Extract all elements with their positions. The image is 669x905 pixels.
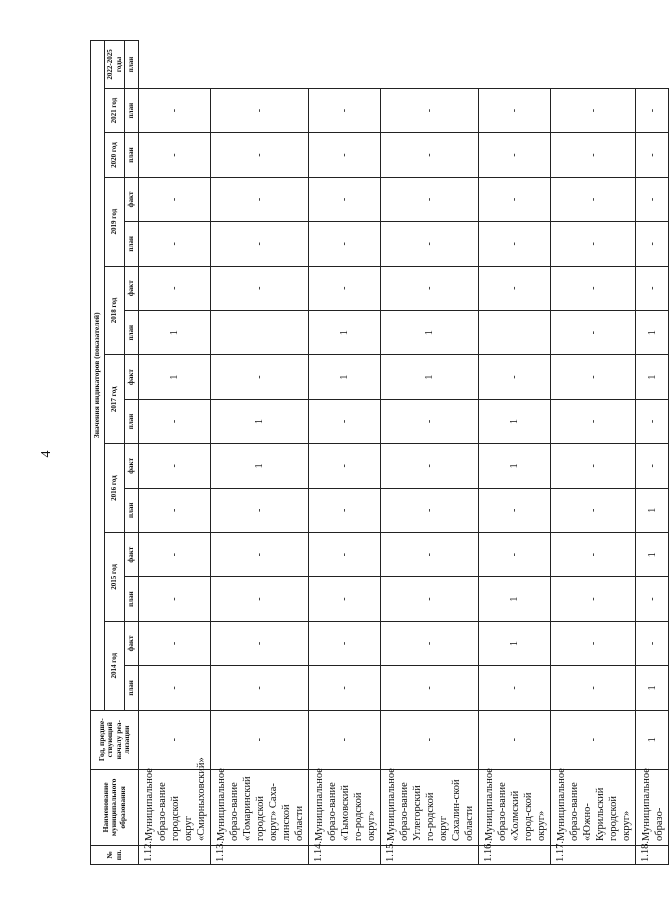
row-number: 1.14. xyxy=(309,845,381,864)
value-cell: - xyxy=(551,444,636,488)
value-cell: 1 xyxy=(309,310,381,354)
row-number: 1.16. xyxy=(479,845,551,864)
indicators-table xyxy=(90,40,669,865)
value-cell: - xyxy=(211,355,309,399)
row-number: 1.18. xyxy=(636,845,669,864)
value-cell: - xyxy=(139,488,211,532)
value-cell: - xyxy=(211,488,309,532)
header-year: 2019 год xyxy=(105,177,125,266)
header-fact: факт xyxy=(125,266,139,310)
value-cell: - xyxy=(551,399,636,443)
header-year: 2016 год xyxy=(105,444,125,533)
value-cell: - xyxy=(139,222,211,266)
value-cell: - xyxy=(309,399,381,443)
value-cell: - xyxy=(381,177,479,221)
value-cell: - xyxy=(479,488,551,532)
value-cell: 1 xyxy=(636,710,669,769)
value-cell: 1 xyxy=(479,621,551,665)
value-cell: 1 xyxy=(381,310,479,354)
row-number: 1.13. xyxy=(211,845,309,864)
value-cell: - xyxy=(381,710,479,769)
value-cell: - xyxy=(551,222,636,266)
value-cell: - xyxy=(381,399,479,443)
header-plan: план xyxy=(125,88,139,132)
value-cell: - xyxy=(309,532,381,576)
value-cell: 1 xyxy=(636,355,669,399)
header-year: 2014 год xyxy=(105,621,125,710)
header-year: 2015 год xyxy=(105,532,125,621)
header-year: 2021 год xyxy=(105,88,125,132)
value-cell: - xyxy=(381,488,479,532)
value-cell: 1 xyxy=(139,310,211,354)
header-num: № пп. xyxy=(91,845,139,864)
header-plan: план xyxy=(125,666,139,710)
value-cell: - xyxy=(381,621,479,665)
value-cell: - xyxy=(139,177,211,221)
value-cell: - xyxy=(381,666,479,710)
row-number: 1.17. xyxy=(551,845,636,864)
header-fact: факт xyxy=(125,532,139,576)
value-cell: - xyxy=(211,666,309,710)
table-row xyxy=(381,41,479,865)
value-cell: - xyxy=(479,355,551,399)
value-cell: - xyxy=(636,177,669,221)
value-cell: - xyxy=(309,666,381,710)
value-cell: - xyxy=(381,577,479,621)
municipality-name: Муниципальное образо-вание «Тымовский го-родской округ» xyxy=(309,769,381,845)
header-plan: план xyxy=(125,488,139,532)
header-fact: факт xyxy=(125,177,139,221)
header-year: 2017 год xyxy=(105,355,125,444)
value-cell: - xyxy=(139,399,211,443)
value-cell: 1 xyxy=(636,666,669,710)
value-cell: 1 xyxy=(636,310,669,354)
value-cell: - xyxy=(636,444,669,488)
value-cell: - xyxy=(636,222,669,266)
value-cell: 1 xyxy=(139,355,211,399)
header-plan: план xyxy=(125,577,139,621)
value-cell: - xyxy=(551,488,636,532)
value-cell: - xyxy=(139,532,211,576)
value-cell: - xyxy=(139,710,211,769)
value-cell: - xyxy=(139,621,211,665)
header-name: Наименование муниципального образования xyxy=(91,769,139,845)
value-cell: - xyxy=(551,666,636,710)
value-cell: - xyxy=(636,266,669,310)
municipality-name: Муниципальное образо-вание «Холмский город-ской округ» xyxy=(479,769,551,845)
row-number: 1.12. xyxy=(139,845,211,864)
table-row xyxy=(551,41,636,865)
value-cell: - xyxy=(551,133,636,177)
municipality-name: Муниципальное образо-вание «Южно-Курильский городской округ» xyxy=(551,769,636,845)
header-fact: факт xyxy=(125,621,139,665)
value-cell: - xyxy=(636,621,669,665)
value-cell: 1 xyxy=(479,399,551,443)
header-plan: план xyxy=(125,41,139,89)
value-cell: - xyxy=(551,88,636,132)
value-cell: - xyxy=(211,266,309,310)
table-row xyxy=(309,41,381,865)
value-cell: - xyxy=(551,532,636,576)
table-row xyxy=(211,41,309,865)
value-cell: - xyxy=(636,577,669,621)
value-cell: - xyxy=(551,621,636,665)
value-cell: - xyxy=(309,444,381,488)
value-cell: 1 xyxy=(479,444,551,488)
value-cell: 1 xyxy=(636,532,669,576)
table-row xyxy=(479,41,551,865)
value-cell: - xyxy=(309,133,381,177)
header-prev-year: Год, предше-ствующий началу реа-лизации xyxy=(91,710,139,769)
value-cell: - xyxy=(479,710,551,769)
header-year: 2022-2025 годы xyxy=(105,41,125,89)
value-cell: - xyxy=(309,266,381,310)
header-plan: план xyxy=(125,133,139,177)
rotated-table-container xyxy=(90,40,665,865)
value-cell: - xyxy=(309,222,381,266)
value-cell: - xyxy=(479,266,551,310)
value-cell: - xyxy=(309,88,381,132)
municipality-name: Муниципальное образо- xyxy=(636,769,669,845)
value-cell: 1 xyxy=(479,577,551,621)
municipality-name: Муниципальное образо-вание Углегорский го-родской округ Сахалин-ской области xyxy=(381,769,479,845)
value-cell: - xyxy=(211,577,309,621)
value-cell: - xyxy=(309,177,381,221)
value-cell: 1 xyxy=(211,399,309,443)
value-cell xyxy=(211,310,309,354)
header-fact: факт xyxy=(125,444,139,488)
value-cell: - xyxy=(551,355,636,399)
value-cell: - xyxy=(551,266,636,310)
value-cell: - xyxy=(479,666,551,710)
value-cell: - xyxy=(381,222,479,266)
value-cell: 1 xyxy=(309,355,381,399)
header-fact: факт xyxy=(125,355,139,399)
header-values: Значения индикаторов (показателей) xyxy=(91,41,105,711)
header-plan: план xyxy=(125,310,139,354)
value-cell: - xyxy=(381,133,479,177)
value-cell: - xyxy=(479,222,551,266)
page-number: 4 xyxy=(39,450,54,458)
value-cell: - xyxy=(551,177,636,221)
value-cell: 1 xyxy=(636,488,669,532)
header-plan: план xyxy=(125,222,139,266)
municipality-name: Муниципальное образо-вание городской округ «Смирныховский» xyxy=(139,769,211,845)
value-cell: - xyxy=(479,177,551,221)
value-cell: - xyxy=(309,488,381,532)
value-cell: - xyxy=(551,310,636,354)
value-cell: - xyxy=(211,88,309,132)
value-cell: - xyxy=(211,710,309,769)
value-cell xyxy=(479,310,551,354)
value-cell: - xyxy=(381,532,479,576)
value-cell: - xyxy=(479,532,551,576)
header-plan: план xyxy=(125,399,139,443)
value-cell: - xyxy=(139,266,211,310)
value-cell: - xyxy=(139,577,211,621)
value-cell: 1 xyxy=(381,355,479,399)
value-cell: - xyxy=(139,444,211,488)
table-row xyxy=(636,41,669,865)
value-cell: - xyxy=(309,710,381,769)
table-row xyxy=(139,41,211,865)
value-cell: - xyxy=(479,88,551,132)
value-cell: - xyxy=(211,133,309,177)
value-cell: - xyxy=(381,266,479,310)
value-cell: - xyxy=(211,222,309,266)
value-cell: - xyxy=(139,666,211,710)
municipality-name: Муниципальное образо-вание «Томаринский городской округ» Саха-линской области xyxy=(211,769,309,845)
value-cell: - xyxy=(211,177,309,221)
value-cell: - xyxy=(309,621,381,665)
header-year: 2018 год xyxy=(105,266,125,355)
value-cell: - xyxy=(139,133,211,177)
header-year: 2020 год xyxy=(105,133,125,177)
value-cell: - xyxy=(551,710,636,769)
value-cell: - xyxy=(211,532,309,576)
value-cell: 1 xyxy=(211,444,309,488)
value-cell: - xyxy=(636,133,669,177)
value-cell: - xyxy=(309,577,381,621)
value-cell: - xyxy=(479,133,551,177)
value-cell: - xyxy=(211,621,309,665)
value-cell: - xyxy=(139,88,211,132)
value-cell: - xyxy=(381,444,479,488)
value-cell: - xyxy=(636,399,669,443)
value-cell: - xyxy=(551,577,636,621)
value-cell: - xyxy=(636,88,669,132)
row-number: 1.15. xyxy=(381,845,479,864)
value-cell: - xyxy=(381,88,479,132)
